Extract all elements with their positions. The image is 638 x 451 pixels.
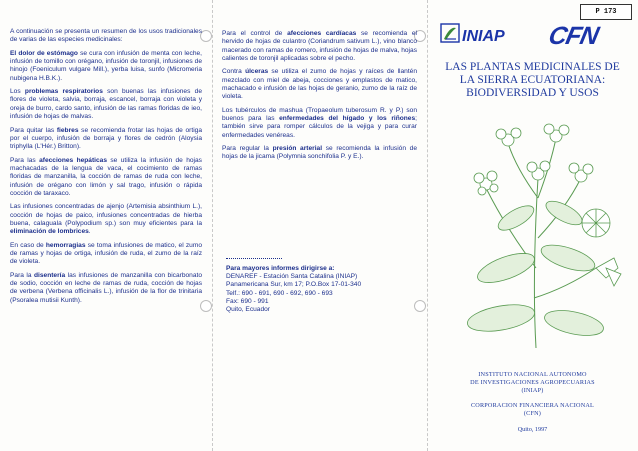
institution-line: (CFN) (523, 410, 542, 417)
contact-line: DENAREF - Estación Santa Catalina (INIAP) (226, 273, 358, 281)
title-line: BIODIVERSIDAD Y USOS (466, 87, 599, 99)
iniap-logo-text: INIAP (462, 28, 505, 45)
paragraph: Las infusiones concentradas de ajenjo (Artemisia absinthium L.), cocción de hojas de paico, infusiones concentradas de hierba buena, calaguala (Polypodium sp.) son muy eficientes para la eliminación de lombrices. (10, 203, 202, 236)
paragraph: Para la disentería las infusiones de manzanilla con bicarbonato de sodio, cocción en leche de ramas de ruda, cocción de hojas de verbena (Verbena officinalis L.), infusión de la flor de trinitaria (Psoralea mutisii Kunth). (10, 271, 202, 304)
title-line: LAS PLANTAS MEDICINALES DE (445, 61, 620, 73)
paragraph: Para quitar las fiebres se recomienda frotar las hojas de ortiga por el cuerpo, infusión de borraja y flores de cedrón (Aloysia triphylla (L'Hér.) Britton). (10, 126, 202, 151)
iniap-logo (440, 20, 522, 50)
contact-line: Quito, Ecuador (226, 306, 270, 314)
paragraph: A continuación se presenta un resumen de los usos tradicionales de varias de las especies medicinales: (10, 28, 202, 44)
cfn-logo: CFN (546, 22, 601, 50)
contact-line: Fax: 690 - 991 (226, 297, 269, 305)
text-column-2 (212, 30, 427, 315)
panel-remedies-2 (212, 0, 427, 451)
contact-line: Panamericana Sur, km 17; P.O.Box 17-01-340 (226, 281, 362, 289)
contact-heading: Para mayores informes dirigirse a: (226, 264, 335, 272)
institution-line: DE INVESTIGACIONES AGROPECUARIAS (470, 379, 595, 386)
paragraph: Contra úlceras se utiliza el zumo de hojas y raíces de llantén mezclado con miel de abeja, cocciones y emplastos de matico, machacado e infusión de las hojas de geranio, zumo de la raíz de violeta. (222, 68, 418, 101)
paragraph: Los problemas respiratorios son buenas las infusiones de flores de violeta, salvia, borraja, escancel, borraja con violeta y oreja de burro, cardo santo, infusión de las ramas floridas de ieo, infusión de hojas de malvas. (10, 88, 202, 121)
brochure-title (427, 61, 638, 100)
panel-cover (427, 0, 638, 451)
place-date: Quito, 1997 (517, 426, 548, 433)
paragraph: Para las afecciones hepáticas se utiliza la infusión de hojas machacadas de la lengua de vaca, el cocimiento de ramas floridas de manzanilla, la cocción de ramas de ruda con leche, infusión de orégano con limón y sal trago, infusión o rápida cocción de taraxaco. (10, 156, 202, 197)
medicinal-plant-illustration (446, 118, 627, 349)
panel-remedies-1 (0, 0, 212, 451)
paragraph: Para regular la presión arterial se recomienda la infusión de hojas de la jicama (Polymnia sonchifolia P. y E.). (222, 145, 417, 161)
institution-cfn (427, 402, 638, 418)
paragraph: El dolor de estómago se cura con infusión de menta con leche, infusión de tomillo con orégano, infusión de toronjil, infusiones de hinojo (Foeniculum vulgare Mill.), yerba luisa, sunfo (Micromeria nubigena H.B.K.). (10, 49, 202, 82)
paragraph: Para el control de afecciones cardíacas se recomienda el hervido de hojas de culantro (Coriandrum sativum L.), vino blanco macerado con ramas de romero, infusión de hojas de malva, hojas calientes de toronjil aplicadas sobre el pecho. (222, 30, 417, 62)
institution-line: INSTITUTO NACIONAL AUTONOMO (478, 371, 587, 378)
contact-block (222, 265, 417, 315)
title-line: LA SIERRA ECUATORIANA: (459, 74, 606, 86)
paragraph: Los tubérculos de mashua (Tropaeolum tuberosum R. y P.) son buenos para las enfermedades del hígado y los riñones; también sirve para romper cálculos de la vejiga y para curar enfermedades venéreas. (222, 106, 417, 139)
paragraph: En caso de hemorragias se toma infusiones de matico, el zumo de ramas y hojas de ortiga, infusión de ruda, el zumo de la raíz de violeta. (10, 241, 202, 266)
text-column-1 (0, 28, 212, 310)
institution-line: (INIAP) (521, 387, 544, 394)
institution-line: CORPORACION FINANCIERA NACIONAL (470, 402, 595, 409)
divider (226, 258, 282, 259)
institution-iniap (427, 371, 638, 395)
contact-line: Telf.: 690 - 691, 690 - 692, 690 - 693 (226, 289, 333, 297)
document-ref-label: P 173 (580, 4, 632, 20)
